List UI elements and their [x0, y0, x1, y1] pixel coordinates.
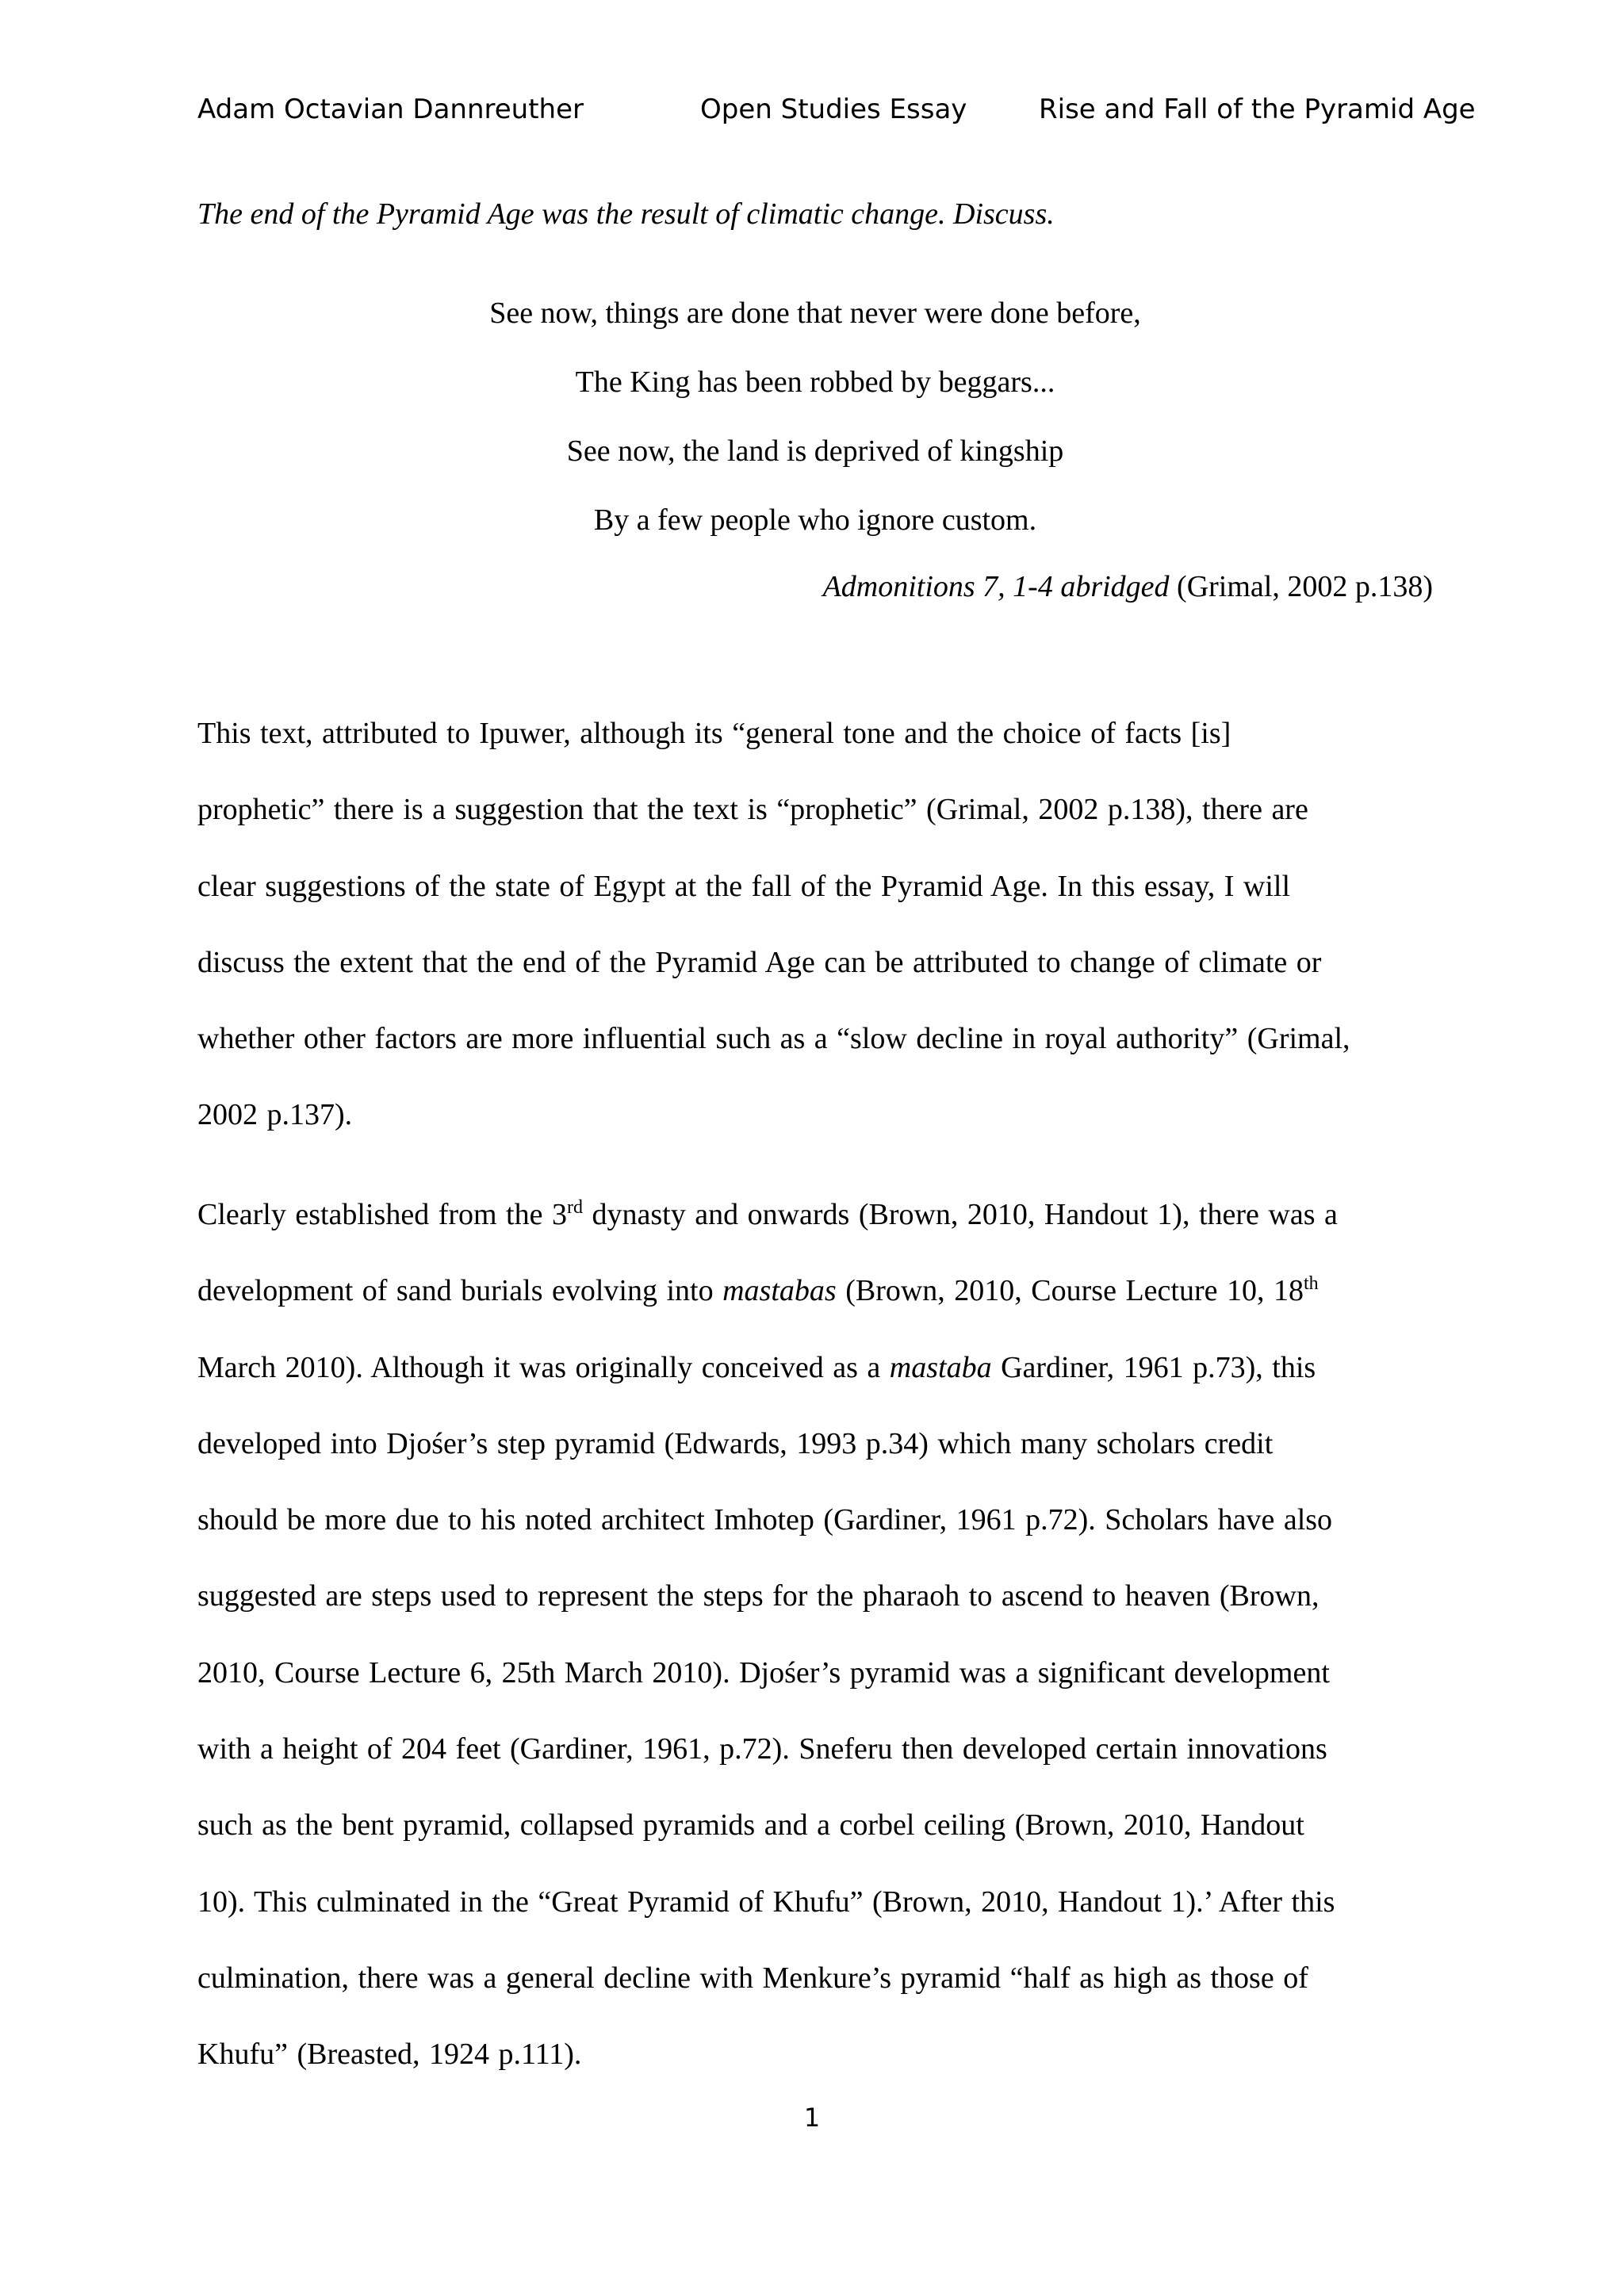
superscript: th [1303, 1273, 1319, 1295]
paragraph-line: with a height of 204 feet (Gardiner, 1961, p.72). Sneferu then developed certain innovations [197, 1732, 1327, 1766]
epigraph-line: The King has been robbed by beggars... [575, 365, 1055, 399]
header-course: Open Studies Essay [700, 94, 967, 125]
paragraph-line: 10). This culminated in the “Great Pyramid of Khufu” (Brown, 2010, Handout 1).’ After this [197, 1885, 1335, 1919]
epigraph-citation [823, 569, 1433, 604]
epigraph-line: By a few people who ignore custom. [593, 503, 1037, 537]
paragraph-line: clear suggestions of the state of Egypt at the fall of the Pyramid Age. In this essay, I will [197, 869, 1291, 903]
paragraph-line: prophetic” there is a suggestion that the text is “prophetic” (Grimal, 2002 p.138), there are [197, 793, 1308, 827]
paragraph-intro [197, 714, 1433, 1172]
superscript: rd [567, 1197, 583, 1218]
paragraph-line [197, 1195, 1433, 1271]
citation-reference: (Grimal, 2002 p.138) [1169, 570, 1433, 603]
page-header [0, 94, 1624, 141]
epigraph-line: See now, things are done that never were done before, [489, 297, 1141, 330]
paragraph-line: culmination, there was a general decline with Menkure’s pyramid “half as high as those of [197, 1961, 1308, 1995]
text-segment: dynasty and onwards (Brown, 2010, Handout 1), there was a [583, 1198, 1338, 1231]
text-segment: Gardiner, 1961 p.73), this [991, 1350, 1316, 1384]
paragraph-line: whether other factors are more influential such as a “slow decline in royal authority” (Grimal, [197, 1022, 1350, 1056]
citation-source: Admonitions 7, 1-4 abridged [822, 570, 1170, 603]
paragraph-line: discuss the extent that the end of the Pyramid Age can be attributed to change of climate or [197, 945, 1322, 979]
paragraph-line: such as the bent pyramid, collapsed pyramids and a corbel ceiling (Brown, 2010, Handout [197, 1808, 1304, 1843]
text-segment: March 2010). Although it was originally conceived as a [197, 1350, 890, 1384]
paragraph-line: 2010, Course Lecture 6, 25th March 2010). Djośer’s pyramid was a significant development [197, 1655, 1330, 1689]
text-segment: development of sand burials evolving into [197, 1274, 723, 1308]
text-segment: Clearly established from the 3 [197, 1198, 567, 1231]
paragraph-line [197, 1348, 1433, 1424]
paragraph-line: developed into Djośer’s step pyramid (Edwards, 1993 p.34) which many scholars credit [197, 1426, 1274, 1460]
italic-term: mastaba [889, 1350, 992, 1384]
italic-term: mastabas [722, 1274, 837, 1308]
paragraph-line: This text, attributed to Ipuwer, although its “general tone and the choice of facts [is] [197, 717, 1231, 750]
epigraph [197, 293, 1433, 569]
paragraph-line: suggested are steps used to represent the steps for the pharaoh to ascend to heaven (Brown, [197, 1579, 1320, 1613]
paragraph-line: 2002 p.137). [197, 1098, 353, 1132]
essay-question: The end of the Pyramid Age was the result of climatic change. Discuss. [197, 197, 1055, 231]
paragraph-pyramids [197, 1195, 1433, 2111]
paragraph-line [197, 1271, 1433, 1347]
epigraph-line: See now, the land is deprived of kingship [566, 434, 1064, 468]
paragraph-line: Khufu” (Breasted, 1924 p.111). [197, 2038, 582, 2072]
text-segment: (Brown, 2010, Course Lecture 10, 18 [836, 1274, 1304, 1308]
page-number: 1 [803, 2103, 821, 2133]
header-title: Rise and Fall of the Pyramid Age [1039, 94, 1476, 125]
paragraph-line: should be more due to his noted architect Imhotep (Gardiner, 1961 p.72). Scholars have also [197, 1503, 1333, 1537]
header-author: Adam Octavian Dannreuther [197, 94, 584, 125]
